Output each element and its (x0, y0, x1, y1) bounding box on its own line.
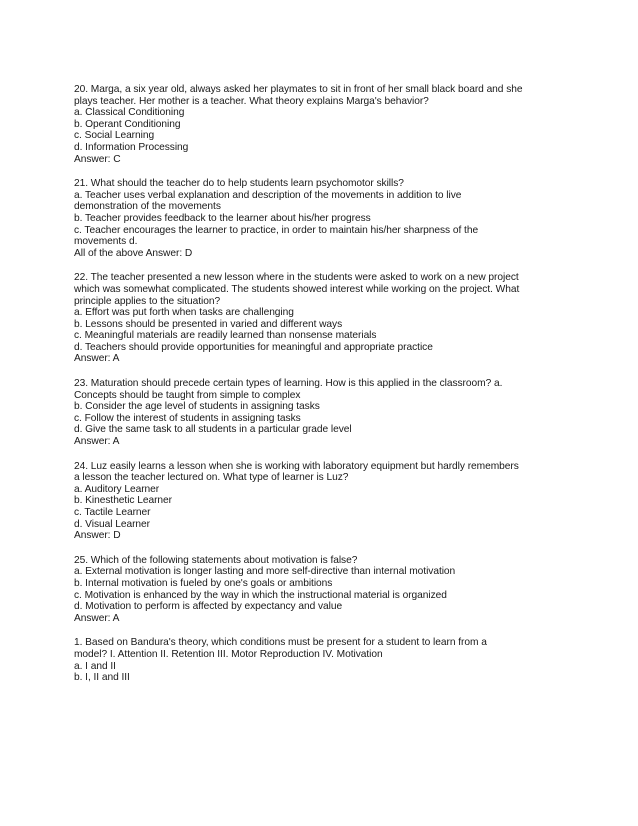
answer-line: Answer: A (74, 353, 120, 365)
option-line: d. Give the same task to all students in a particular grade level (74, 424, 352, 436)
text-line: 22. The teacher presented a new lesson where in the students were asked to work on a new project (74, 272, 519, 284)
text-line: 25. Which of the following statements about motivation is false? (74, 554, 358, 566)
option-line: b. I, II and III (74, 672, 130, 684)
answer-line: All of the above Answer: D (74, 247, 193, 259)
text-line: model? I. Attention II. Retention III. Motor Reproduction IV. Motivation (74, 648, 383, 660)
document-page (74, 84, 574, 697)
option-line: d. Motivation to perform is affected by expectancy and value (74, 601, 343, 613)
text-line: 23. Maturation should precede certain types of learning. How is this applied in the classroom? a. (74, 378, 503, 390)
option-line: c. Tactile Learner (74, 507, 151, 518)
question-block (74, 272, 574, 365)
text-line: plays teacher. Her mother is a teacher. What theory explains Marga's behavior? (74, 95, 429, 107)
answer-line: Answer: D (74, 530, 121, 542)
question-block (74, 637, 574, 683)
option-line: demonstration of the movements (74, 201, 221, 213)
option-line: b. Teacher provides feedback to the learner about his/her progress (74, 212, 371, 224)
text-line: principle applies to the situation? (74, 295, 221, 307)
question-block (74, 178, 574, 259)
option-line: Concepts should be taught from simple to complex (74, 389, 301, 401)
option-line: c. Social Learning (74, 130, 155, 142)
option-line: b. Lessons should be presented in varied and different ways (74, 318, 343, 330)
option-line: d. Information Processing (74, 141, 189, 153)
question-block (74, 84, 574, 165)
option-line: c. Follow the interest of students in assigning tasks (74, 412, 301, 424)
option-line: c. Teacher encourages the learner to practice, in order to maintain his/her sharpness of the (74, 224, 479, 236)
option-line: c. Motivation is enhanced by the way in which the instructional material is organized (74, 589, 447, 601)
option-line: c. Meaningful materials are readily learned than nonsense materials (74, 330, 377, 342)
question-block (74, 378, 574, 448)
option-line: a. I and II (74, 660, 116, 672)
option-line: a. Teacher uses verbal explanation and description of the movements in addition to live (74, 189, 462, 201)
option-line: a. External motivation is longer lasting and more self-directive than internal motivation (74, 566, 456, 578)
text-line: 1. Based on Bandura's theory, which conditions must be present for a student to learn from a (74, 637, 487, 649)
question-block (74, 461, 574, 542)
text-line: 24. Luz easily learns a lesson when she is working with laboratory equipment but hardly remembers (74, 460, 519, 472)
text-line: a lesson the teacher lectured on. What type of learner is Luz? (74, 472, 349, 484)
option-line: b. Internal motivation is fueled by one's goals or ambitions (74, 577, 333, 589)
option-line: movements d. (74, 236, 138, 248)
text-line: 21. What should the teacher do to help students learn psychomotor skills? (74, 178, 404, 190)
answer-line: Answer: A (74, 436, 120, 448)
option-line: b. Operant Conditioning (74, 118, 181, 130)
answer-line: Answer: A (74, 612, 120, 624)
question-block (74, 555, 574, 625)
option-line: b. Consider the age level of students in assigning tasks (74, 401, 320, 413)
text-line: 20. Marga, a six year old, always asked her playmates to sit in front of her small black board and she (74, 84, 523, 95)
option-line: a. Auditory Learner (74, 483, 160, 495)
text-line: which was somewhat complicated. The students showed interest while working on the project. What (74, 283, 520, 295)
answer-line: Answer: C (74, 153, 121, 165)
option-line: d. Visual Learner (74, 518, 150, 530)
option-line: a. Effort was put forth when tasks are challenging (74, 307, 294, 319)
option-line: b. Kinesthetic Learner (74, 495, 173, 507)
option-line: a. Classical Conditioning (74, 107, 185, 119)
option-line: d. Teachers should provide opportunities for meaningful and appropriate practice (74, 341, 433, 353)
